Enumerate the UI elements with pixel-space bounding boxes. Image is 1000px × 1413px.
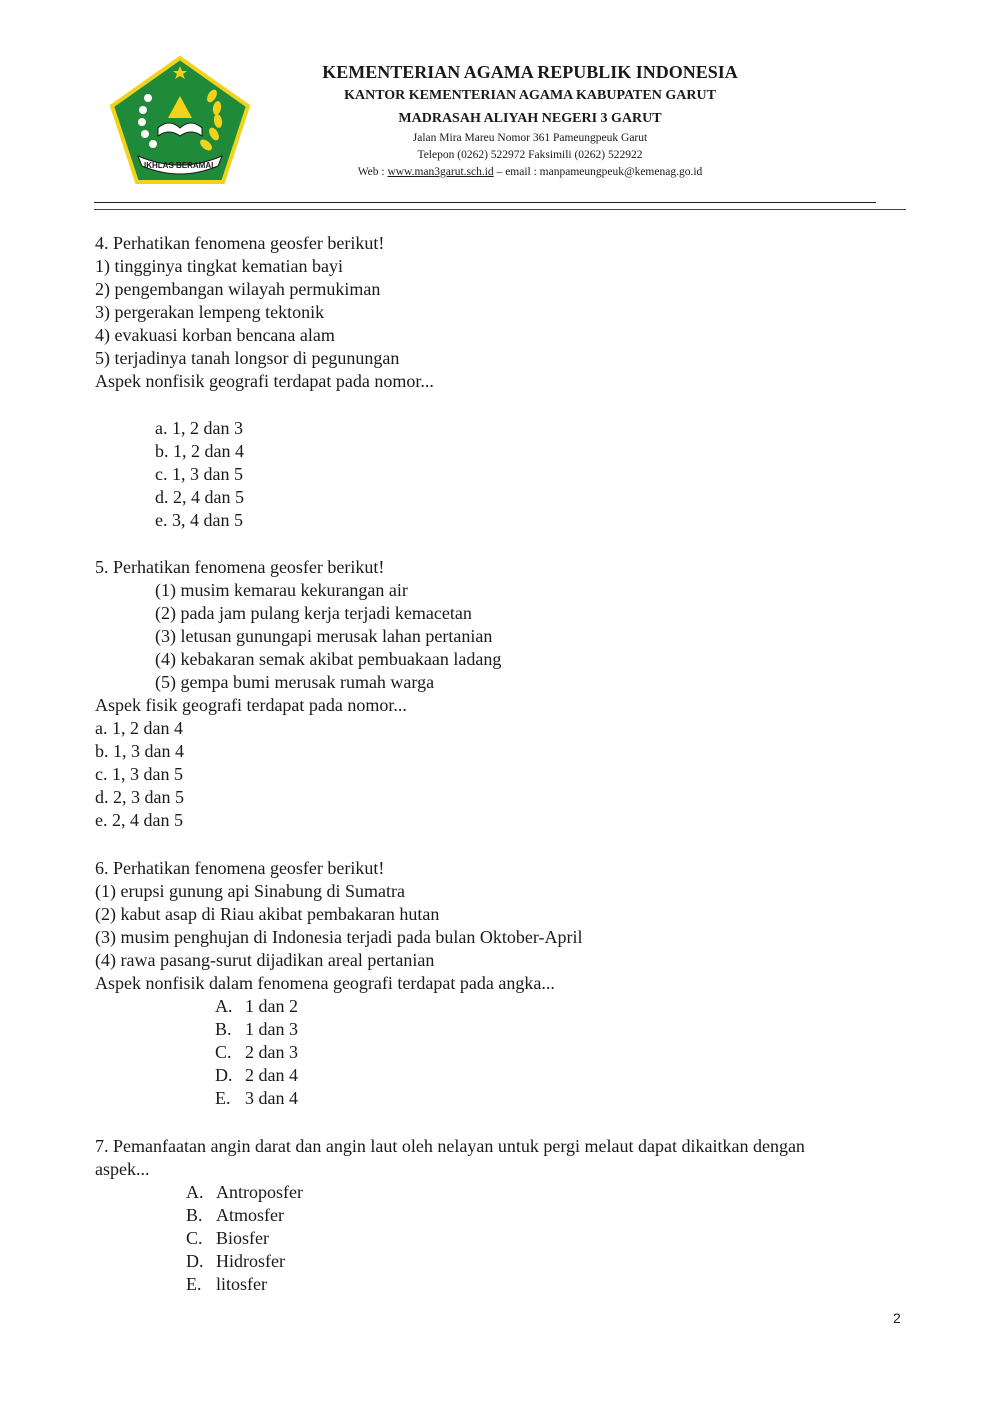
q5-item: (5) gempa bumi merusak rumah warga	[155, 672, 435, 692]
header-divider-thin	[94, 209, 906, 210]
option-text: Hidrosfer	[216, 1251, 285, 1271]
q6-stem: 6. Perhatikan fenomena geosfer berikut!	[95, 858, 385, 878]
option-letter: C.	[186, 1228, 203, 1248]
logo-motto: IKHLAS BERAMAL	[144, 161, 216, 170]
header-divider	[94, 202, 876, 203]
q5-option-c[interactable]: c. 1, 3 dan 5	[95, 764, 183, 784]
q4-option-d[interactable]: d. 2, 4 dan 5	[155, 487, 244, 507]
office-title: KANTOR KEMENTERIAN AGAMA KABUPATEN GARUT	[344, 88, 716, 103]
q7-option-b[interactable]	[186, 1204, 284, 1226]
web-prefix: Web :	[357, 166, 388, 178]
option-text: Atmosfer	[216, 1205, 284, 1225]
q7-option-d[interactable]	[186, 1250, 285, 1272]
q6-option-a[interactable]	[215, 995, 298, 1017]
q7-option-c[interactable]	[186, 1227, 269, 1249]
option-letter: E.	[186, 1274, 202, 1294]
q4-item: 4) evakuasi korban bencana alam	[95, 325, 335, 345]
q5-item: (3) letusan gunungapi merusak lahan pertanian	[155, 626, 493, 646]
option-letter: B.	[215, 1019, 232, 1039]
option-text: 3 dan 4	[245, 1088, 298, 1108]
option-letter: E.	[215, 1088, 231, 1108]
q5-stem: 5. Perhatikan fenomena geosfer berikut!	[95, 557, 385, 577]
option-text: litosfer	[216, 1274, 267, 1294]
q4-option-e[interactable]: e. 3, 4 dan 5	[155, 510, 243, 530]
option-text: 2 dan 4	[245, 1065, 298, 1085]
q7-option-a[interactable]	[186, 1181, 303, 1203]
q5-option-b[interactable]: b. 1, 3 dan 4	[95, 741, 184, 761]
q6-item: (2) kabut asap di Riau akibat pembakaran hutan	[95, 904, 440, 924]
q7-option-e[interactable]	[186, 1273, 267, 1295]
ministry-title: KEMENTERIAN AGAMA REPUBLIK INDONESIA	[322, 62, 738, 82]
q4-option-b[interactable]: b. 1, 2 dan 4	[155, 441, 244, 461]
q5-prompt: Aspek fisik geografi terdapat pada nomor...	[95, 695, 407, 715]
school-phone: Telepon (0262) 522972 Faksimili (0262) 522922	[417, 149, 643, 161]
q6-option-c[interactable]	[215, 1041, 298, 1063]
q4-item: 3) pergerakan lempeng tektonik	[95, 302, 325, 322]
q5-item: (4) kebakaran semak akibat pembuakaan ladang	[155, 649, 502, 669]
q6-option-b[interactable]	[215, 1018, 298, 1040]
option-text: 2 dan 3	[245, 1042, 298, 1062]
option-letter: D.	[186, 1251, 204, 1271]
q4-item: 1) tingginya tingkat kematian bayi	[95, 256, 343, 276]
school-address: Jalan Mira Mareu Nomor 361 Pameungpeuk Garut	[412, 132, 648, 144]
q6-item: (3) musim penghujan di Indonesia terjadi pada bulan Oktober-April	[95, 927, 583, 947]
option-letter: A.	[215, 996, 233, 1016]
q6-option-e[interactable]	[215, 1087, 298, 1109]
q5-option-d[interactable]: d. 2, 3 dan 5	[95, 787, 184, 807]
q6-item: (1) erupsi gunung api Sinabung di Sumatra	[95, 881, 405, 901]
website-link[interactable]: www.man3garut.sch.id	[387, 166, 494, 178]
option-text: Biosfer	[216, 1228, 269, 1248]
q4-stem: 4. Perhatikan fenomena geosfer berikut!	[95, 233, 385, 253]
q4-item: 5) terjadinya tanah longsor di pegunungan	[95, 348, 400, 368]
page-number: 2	[893, 1310, 901, 1326]
q5-item: (1) musim kemarau kekurangan air	[155, 580, 408, 600]
q7-stem-cont: aspek...	[95, 1159, 150, 1179]
option-letter: C.	[215, 1042, 232, 1062]
q4-option-c[interactable]: c. 1, 3 dan 5	[155, 464, 243, 484]
school-contact	[260, 166, 800, 178]
q7-stem: 7. Pemanfaatan angin darat dan angin laut oleh nelayan untuk pergi melaut dapat dikaitkan dengan	[95, 1136, 805, 1156]
q4-prompt: Aspek nonfisik geografi terdapat pada nomor...	[95, 371, 434, 391]
email-text: – email : manpameungpeuk@kemenag.go.id	[493, 166, 703, 178]
q6-prompt: Aspek nonfisik dalam fenomena geografi terdapat pada angka...	[95, 973, 555, 993]
option-letter: B.	[186, 1205, 203, 1225]
q4-item: 2) pengembangan wilayah permukiman	[95, 279, 381, 299]
q5-option-a[interactable]: a. 1, 2 dan 4	[95, 718, 183, 738]
option-letter: A.	[186, 1182, 204, 1202]
q5-item: (2) pada jam pulang kerja terjadi kemacetan	[155, 603, 472, 623]
option-text: 1 dan 3	[245, 1019, 298, 1039]
q4-option-a[interactable]: a. 1, 2 dan 3	[155, 418, 243, 438]
school-title: MADRASAH ALIYAH NEGERI 3 GARUT	[398, 111, 662, 126]
option-text: 1 dan 2	[245, 996, 298, 1016]
q5-option-e[interactable]: e. 2, 4 dan 5	[95, 810, 183, 830]
q6-option-d[interactable]	[215, 1064, 298, 1086]
option-text: Antroposfer	[216, 1182, 303, 1202]
kemenag-logo	[108, 56, 252, 184]
option-letter: D.	[215, 1065, 233, 1085]
q6-item: (4) rawa pasang-surut dijadikan areal pertanian	[95, 950, 435, 970]
